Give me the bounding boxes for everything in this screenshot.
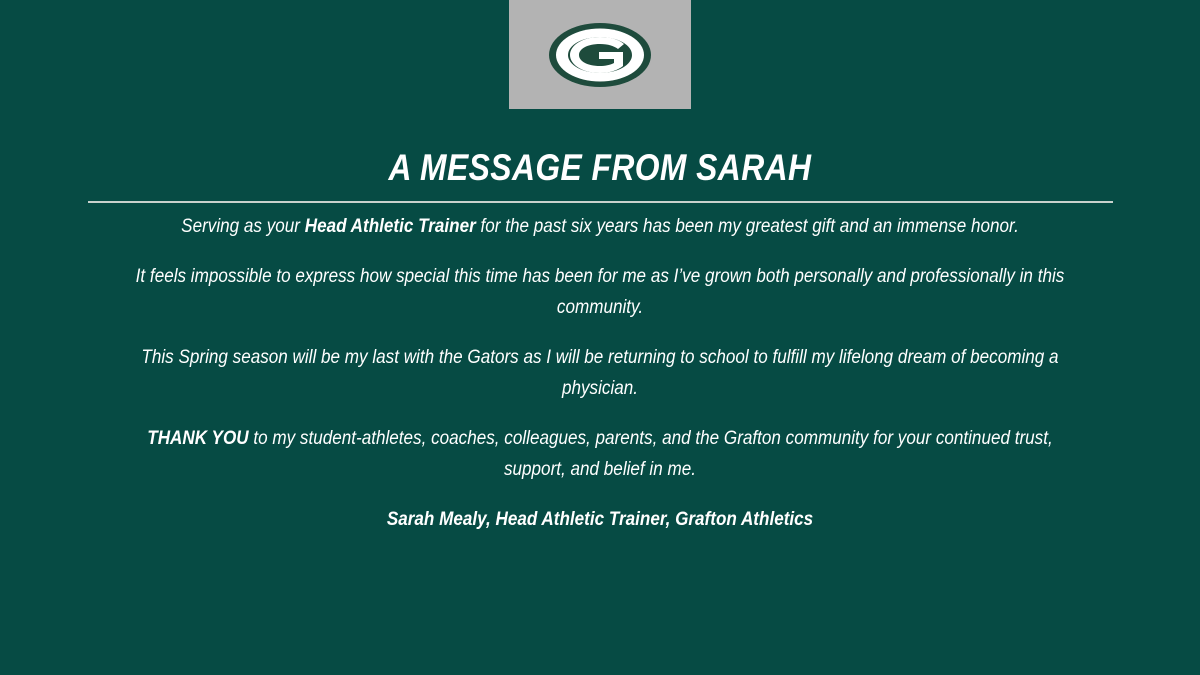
paragraph-1-text-start: Serving as your bbox=[181, 216, 305, 237]
page-title: A MESSAGE FROM SARAH bbox=[388, 147, 812, 188]
paragraph-4 bbox=[123, 423, 1077, 485]
paragraph-1-emphasis: Head Athletic Trainer bbox=[304, 216, 476, 237]
paragraph-2: It feels impossible to express how special this time has been for me as I’ve grown both personally and professionally in this community. bbox=[135, 266, 1065, 318]
signature: Sarah Mealy, Head Athletic Trainer, Grafton Athletics bbox=[386, 509, 814, 530]
message-body bbox=[70, 211, 1130, 535]
paragraph-1-text-end: for the past six years has been my greatest gift and an immense honor. bbox=[475, 216, 1019, 237]
paragraph-4-text: to my student-athletes, coaches, colleagues, parents, and the Grafton community for your continued trust, support, and belief in me. bbox=[248, 428, 1053, 480]
paragraph-3: This Spring season will be my last with the Gators as I will be returning to school to fulfill my lifelong dream of becoming a physician. bbox=[141, 347, 1059, 399]
paragraph-1 bbox=[123, 211, 1077, 242]
g-logo-icon bbox=[548, 22, 652, 88]
paragraph-4-emphasis: THANK YOU bbox=[147, 428, 249, 449]
logo-box bbox=[509, 0, 691, 109]
title-divider bbox=[88, 201, 1113, 203]
